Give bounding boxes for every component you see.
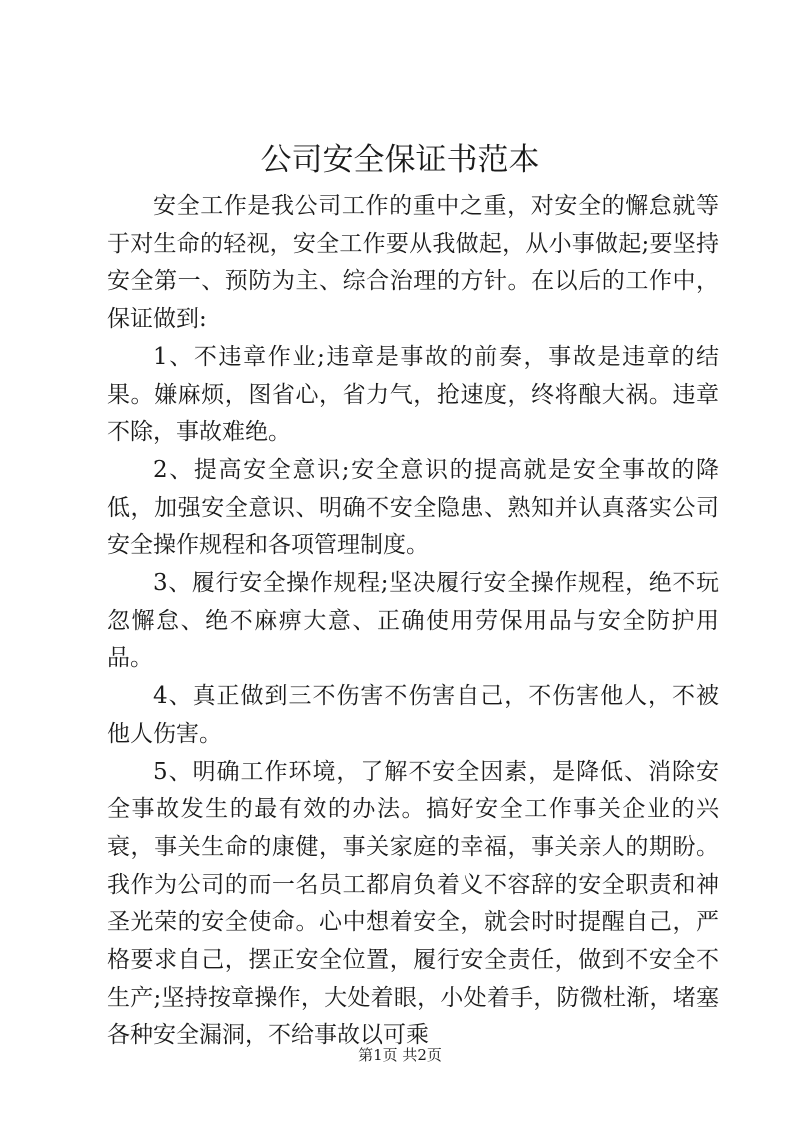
document-title: 公司安全保证书范本	[260, 142, 540, 178]
paragraph-item-5: 5、明确工作环境，了解不安全因素，是降低、消除安全事故发生的最有效的办法。搞好安全工作事关企业的兴衰，事关生命的康健，事关家庭的幸福，事关亲人的期盼。我作为公司的而一名员工都肩负着义不容辞的安全职责和神圣光荣的安全使命。心中想着安全，就会时时提醒自己，严格要求自己，摆正安全位置，履行安全责任，做到不安全不生产;坚持按章操作，大处着眼，小处着手，防微杜渐，堵塞各种安全漏洞，不给事故以可乘	[107, 758, 719, 1049]
paragraph-intro: 安全工作是我公司工作的重中之重，对安全的懈怠就等于对生命的轻视，安全工作要从我做起，从小事做起;要坚持安全第一、预防为主、综合治理的方针。在以后的工作中，保证做到:	[107, 193, 719, 333]
paragraph-item-3: 3、履行安全操作规程;坚决履行安全操作规程，绝不玩忽懈怠、绝不麻痹大意、正确使用劳保用品与安全防护用品。	[107, 570, 719, 672]
document-body	[107, 188, 719, 1055]
paragraph-item-2: 2、提高安全意识;安全意识的提高就是安全事故的降低，加强安全意识、明确不安全隐患、熟知并认真落实公司安全操作规程和各项管理制度。	[107, 456, 719, 559]
page-footer: 第1页 共2页	[358, 1046, 442, 1064]
paragraph-item-1: 1、不违章作业;违章是事故的前奏，事故是违章的结果。嫌麻烦，图省心，省力气，抢速度，终将酿大祸。违章不除，事故难绝。	[107, 343, 719, 446]
paragraph-item-4: 4、真正做到三不伤害不伤害自己，不伤害他人，不被他人伤害。	[107, 683, 719, 747]
